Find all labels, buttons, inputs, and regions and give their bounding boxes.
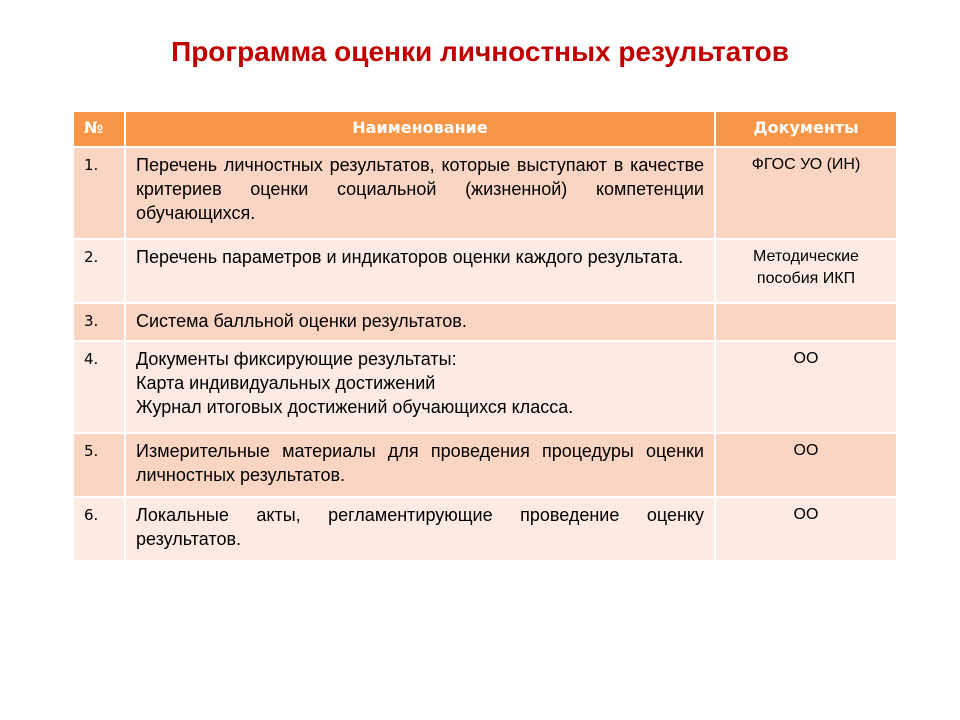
results-table bbox=[72, 110, 898, 562]
row-num: 1. bbox=[73, 147, 125, 239]
table-row bbox=[73, 433, 897, 497]
row-name: Перечень личностных результатов, которые выступают в качестве критериев оценки социальной (жизненной) компетенции обучающихся. bbox=[125, 147, 715, 239]
header-num: № bbox=[73, 111, 125, 147]
page-title: Программа оценки личностных результатов bbox=[171, 36, 789, 67]
table-header-row bbox=[73, 111, 897, 147]
row-doc: ОО bbox=[715, 341, 897, 433]
header-docs: Документы bbox=[715, 111, 897, 147]
row-name: Система балльной оценки результатов. bbox=[125, 303, 715, 341]
row-num: 5. bbox=[73, 433, 125, 497]
row-name: Перечень параметров и индикаторов оценки каждого результата. bbox=[125, 239, 715, 303]
row-name-line: Карта индивидуальных достижений bbox=[136, 373, 436, 393]
row-name bbox=[125, 341, 715, 433]
row-name: Локальные акты, регламентирующие проведение оценку результатов. bbox=[125, 497, 715, 561]
row-name: Измерительные материалы для проведения процедуры оценки личностных результатов. bbox=[125, 433, 715, 497]
table-row bbox=[73, 341, 897, 433]
table-row bbox=[73, 303, 897, 341]
table-row bbox=[73, 239, 897, 303]
row-name-line: Журнал итоговых достижений обучающихся класса. bbox=[136, 397, 574, 417]
table-row bbox=[73, 147, 897, 239]
row-name-line: Документы фиксирующие результаты: bbox=[136, 349, 457, 369]
row-num: 4. bbox=[73, 341, 125, 433]
row-doc bbox=[715, 303, 897, 341]
row-doc: Методические пособия ИКП bbox=[715, 239, 897, 303]
row-num: 3. bbox=[73, 303, 125, 341]
header-name: Наименование bbox=[125, 111, 715, 147]
row-num: 2. bbox=[73, 239, 125, 303]
table-row bbox=[73, 497, 897, 561]
row-doc: ОО bbox=[715, 433, 897, 497]
row-doc: ОО bbox=[715, 497, 897, 561]
row-doc: ФГОС УО (ИН) bbox=[715, 147, 897, 239]
row-num: 6. bbox=[73, 497, 125, 561]
